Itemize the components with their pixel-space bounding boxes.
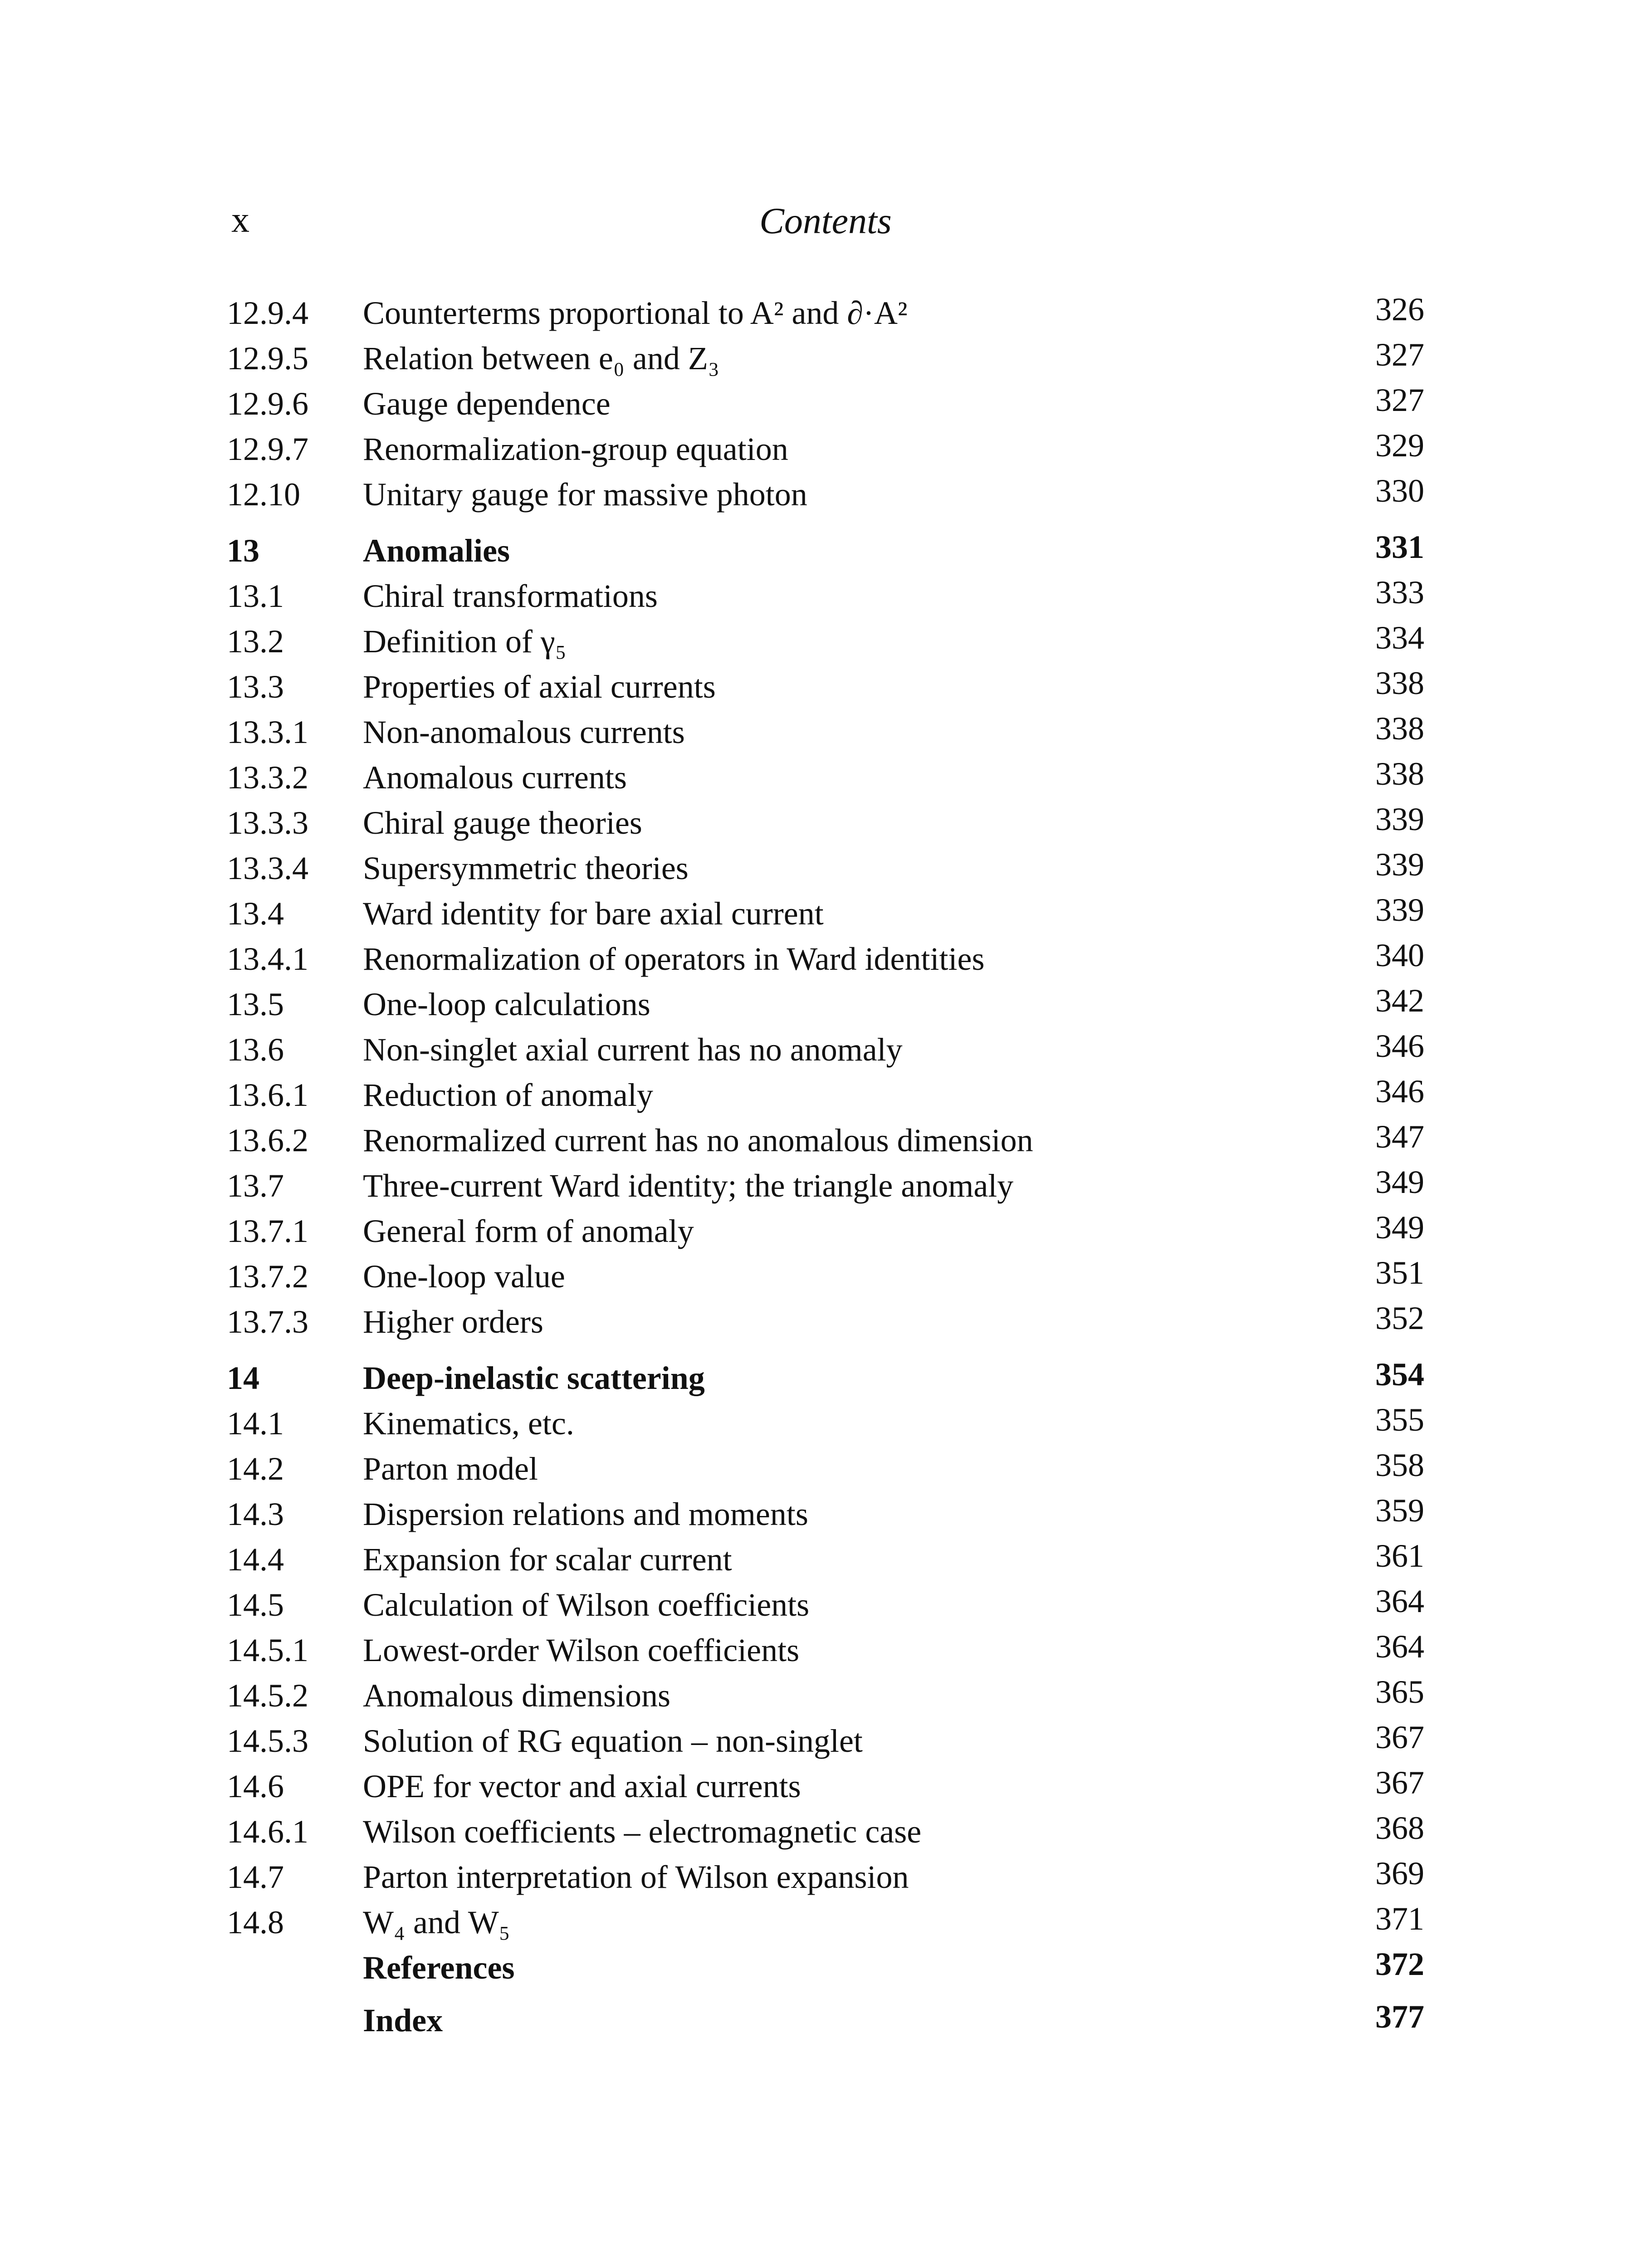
toc-entry[interactable] [227, 1208, 1424, 1254]
page-reference: 334 [1375, 620, 1424, 656]
section-number: 13.2 [227, 623, 284, 660]
page-reference: 327 [1375, 337, 1424, 373]
page-reference: 364 [1375, 1583, 1424, 1619]
page-reference: 339 [1375, 892, 1424, 928]
page-reference: 338 [1375, 665, 1424, 701]
section-title: One-loop value [363, 1258, 565, 1295]
toc-entry[interactable] [227, 982, 1424, 1027]
page-reference: 364 [1375, 1628, 1424, 1665]
section-title: Dispersion relations and moments [363, 1496, 808, 1532]
toc-chapter-entry[interactable] [227, 1355, 1424, 1401]
toc-entry[interactable] [227, 1673, 1424, 1718]
section-number: 14.3 [227, 1496, 284, 1532]
page-reference: 358 [1375, 1447, 1424, 1483]
section-title: One-loop calculations [363, 986, 650, 1022]
toc-entry[interactable] [227, 1628, 1424, 1673]
section-number: 14.5.2 [227, 1677, 308, 1714]
section-number: 13.4 [227, 895, 284, 932]
section-title: Chiral gauge theories [363, 805, 642, 841]
section-number: 12.9.6 [227, 386, 308, 422]
section-title: Relation between e₀ and Z₃ [363, 340, 719, 376]
toc-references-entry[interactable] [227, 1945, 1424, 1990]
section-title: Supersymmetric theories [363, 850, 689, 886]
toc-entry[interactable] [227, 664, 1424, 709]
page-reference: 333 [1375, 574, 1424, 611]
section-title: Chiral transformations [363, 578, 658, 614]
section-title: Wilson coefficients – electromagnetic case [363, 1813, 922, 1850]
page-reference: 371 [1375, 1901, 1424, 1937]
section-title: Counterterms proportional to A² and ∂·A² [363, 295, 908, 331]
section-number: 14.6.1 [227, 1813, 308, 1850]
section-title: Higher orders [363, 1304, 543, 1340]
toc-entry[interactable] [227, 1764, 1424, 1809]
section-title: Solution of RG equation – non-singlet [363, 1723, 863, 1759]
toc-entry[interactable] [227, 1582, 1424, 1628]
section-title: W₄ and W₅ [363, 1904, 510, 1941]
toc-entry[interactable] [227, 1072, 1424, 1118]
section-title: Non-singlet axial current has no anomaly [363, 1031, 903, 1068]
toc-index-entry[interactable] [227, 1998, 1424, 2043]
page-reference: 351 [1375, 1255, 1424, 1291]
page-reference: 367 [1375, 1765, 1424, 1801]
page-reference: 359 [1375, 1492, 1424, 1529]
section-title: Gauge dependence [363, 386, 611, 422]
section-title: Three-current Ward identity; the triangle anomaly [363, 1168, 1014, 1204]
toc-chapter-entry[interactable] [227, 528, 1424, 573]
toc-entry[interactable] [227, 573, 1424, 619]
page-reference: 340 [1375, 937, 1424, 973]
chapter-title: Anomalies [363, 533, 510, 569]
page-reference: 338 [1375, 756, 1424, 792]
section-title: Parton model [363, 1451, 538, 1487]
section-number: 12.9.7 [227, 431, 308, 467]
section-title: Non-anomalous currents [363, 714, 685, 750]
section-title: Kinematics, etc. [363, 1405, 574, 1442]
section-number: 13.6 [227, 1031, 284, 1068]
page-reference: 327 [1375, 382, 1424, 418]
section-number: 14.5 [227, 1587, 284, 1623]
section-number: 13.3 [227, 669, 284, 705]
toc-entry[interactable] [227, 1254, 1424, 1299]
toc-entry[interactable] [227, 1163, 1424, 1208]
toc-entry[interactable] [227, 1491, 1424, 1537]
toc-entry[interactable] [227, 619, 1424, 664]
toc-entry[interactable] [227, 1537, 1424, 1582]
section-number: 13.3.3 [227, 805, 308, 841]
section-title: Parton interpretation of Wilson expansion [363, 1859, 909, 1895]
section-number: 13.7.1 [227, 1213, 308, 1249]
toc-entry[interactable] [227, 1900, 1424, 1945]
section-title: Lowest-order Wilson coefficients [363, 1632, 800, 1668]
page-number: x [231, 200, 249, 240]
section-number: 14.2 [227, 1451, 284, 1487]
page-reference: 349 [1375, 1209, 1424, 1246]
toc-entry[interactable] [227, 1299, 1424, 1344]
page-title: Contents [759, 200, 892, 241]
chapter-title: Deep-inelastic scattering [363, 1360, 705, 1396]
section-number: 12.9.4 [227, 295, 308, 331]
section-title: Renormalization of operators in Ward identities [363, 941, 985, 977]
section-number: 14.5.3 [227, 1723, 308, 1759]
section-title: Expansion for scalar current [363, 1541, 732, 1578]
section-number: 13.6.1 [227, 1077, 308, 1113]
section-number: 13.1 [227, 578, 284, 614]
section-number: 14.7 [227, 1859, 284, 1895]
section-title: Ward identity for bare axial current [363, 895, 824, 932]
section-number: 14.6 [227, 1768, 284, 1804]
section-number: 13.4.1 [227, 941, 308, 977]
section-title: Renormalization-group equation [363, 431, 788, 467]
section-number: 13.7.2 [227, 1258, 308, 1295]
page-reference: 330 [1375, 473, 1424, 509]
section-number: 14.4 [227, 1541, 284, 1578]
page-reference: 372 [1375, 1946, 1424, 1982]
section-title: Properties of axial currents [363, 669, 716, 705]
page-reference: 347 [1375, 1119, 1424, 1155]
chapter-number: 14 [227, 1360, 259, 1396]
page-reference: 367 [1375, 1719, 1424, 1755]
toc-entry[interactable] [227, 1027, 1424, 1072]
toc-entry[interactable] [227, 290, 1424, 336]
page-reference: 338 [1375, 710, 1424, 747]
toc-entry[interactable] [227, 472, 1424, 517]
section-number: 13.3.2 [227, 759, 308, 796]
section-title: Anomalous dimensions [363, 1677, 670, 1714]
section-number: 13.7 [227, 1168, 284, 1204]
page-reference: 339 [1375, 846, 1424, 883]
section-number: 13.3.4 [227, 850, 308, 886]
page-reference: 377 [1375, 1999, 1424, 2035]
references-title: References [363, 1950, 515, 1986]
toc-entry[interactable] [227, 381, 1424, 426]
toc-entry[interactable] [227, 755, 1424, 800]
toc-entry[interactable] [227, 891, 1424, 936]
section-title: General form of anomaly [363, 1213, 694, 1249]
page-reference: 355 [1375, 1402, 1424, 1438]
section-number: 13.7.3 [227, 1304, 308, 1340]
section-number: 14.8 [227, 1904, 284, 1941]
page-reference: 326 [1375, 291, 1424, 327]
page-reference: 369 [1375, 1855, 1424, 1892]
page-reference: 349 [1375, 1164, 1424, 1200]
page-reference: 352 [1375, 1300, 1424, 1336]
section-title: Calculation of Wilson coefficients [363, 1587, 810, 1623]
toc-entry[interactable] [227, 709, 1424, 755]
toc-entry[interactable] [227, 336, 1424, 381]
page-reference: 368 [1375, 1810, 1424, 1846]
toc-entry[interactable] [227, 1118, 1424, 1163]
page-reference: 342 [1375, 982, 1424, 1019]
page-reference: 354 [1375, 1356, 1424, 1393]
page-reference: 339 [1375, 801, 1424, 837]
section-title: Reduction of anomaly [363, 1077, 653, 1113]
section-number: 14.5.1 [227, 1632, 308, 1668]
section-number: 12.9.5 [227, 340, 308, 376]
page-reference: 365 [1375, 1674, 1424, 1710]
toc-entry[interactable] [227, 426, 1424, 472]
toc-entry[interactable] [227, 846, 1424, 891]
section-title: Anomalous currents [363, 759, 627, 796]
table-of-contents [227, 290, 1424, 2043]
chapter-number: 13 [227, 533, 259, 569]
toc-entry[interactable] [227, 1854, 1424, 1900]
page-reference: 346 [1375, 1028, 1424, 1064]
index-title: Index [363, 2002, 443, 2038]
page-reference: 361 [1375, 1538, 1424, 1574]
page-reference: 331 [1375, 529, 1424, 565]
section-number: 13.5 [227, 986, 284, 1022]
toc-entry[interactable] [227, 1401, 1424, 1446]
toc-entry[interactable] [227, 1446, 1424, 1491]
toc-entry[interactable] [227, 1809, 1424, 1854]
page-header [227, 200, 1424, 249]
section-number: 14.1 [227, 1405, 284, 1442]
section-number: 13.3.1 [227, 714, 308, 750]
page-reference: 329 [1375, 427, 1424, 464]
section-title: Definition of γ₅ [363, 623, 567, 660]
toc-entry[interactable] [227, 1718, 1424, 1764]
section-title: Renormalized current has no anomalous dimension [363, 1122, 1033, 1158]
page-reference: 346 [1375, 1073, 1424, 1110]
section-title: OPE for vector and axial currents [363, 1768, 801, 1804]
section-title: Unitary gauge for massive photon [363, 476, 807, 513]
toc-entry[interactable] [227, 800, 1424, 846]
toc-entry[interactable] [227, 936, 1424, 982]
section-number: 12.10 [227, 476, 300, 513]
section-number: 13.6.2 [227, 1122, 308, 1158]
